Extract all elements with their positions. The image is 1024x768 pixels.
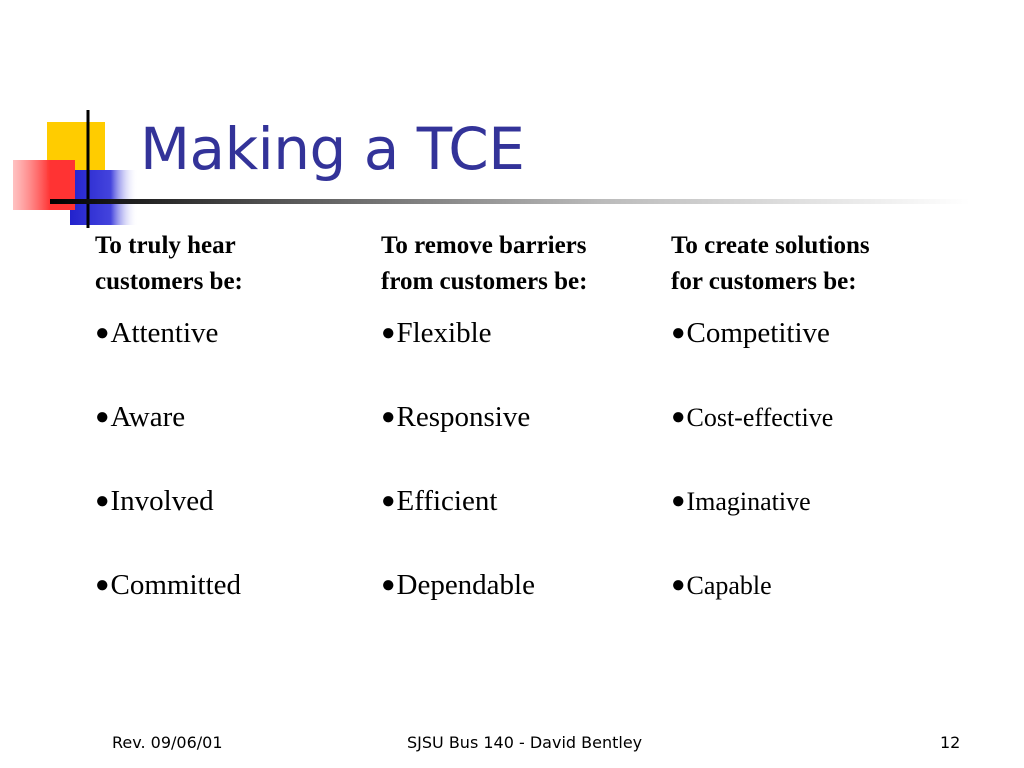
list-item: ●Dependable: [381, 569, 535, 601]
bullet-icon: ●: [381, 572, 396, 598]
list-item: ●Responsive: [381, 401, 531, 433]
slide-title: Making a TCE: [140, 115, 525, 183]
list-item: ●Efficient: [381, 485, 498, 517]
list-item: ●Cost-effective: [671, 403, 834, 432]
bullet-icon: ●: [671, 404, 686, 430]
bullet-list: [95, 316, 385, 652]
column-header: To create solutions for customers be:: [671, 232, 870, 295]
column-header: To truly hear customers be:: [95, 232, 243, 295]
bullet-icon: ●: [95, 320, 110, 346]
list-item: ●Attentive: [95, 317, 219, 349]
column-header: To remove barriers from customers be:: [381, 232, 588, 295]
bullet-list: [381, 316, 671, 652]
footer-page-number: 12: [940, 733, 961, 752]
logo-blue-square: [70, 170, 138, 225]
bullet-icon: ●: [671, 572, 686, 598]
bullet-icon: ●: [95, 488, 110, 514]
footer-course: SJSU Bus 140 - David Bentley: [407, 733, 643, 752]
column-create-solutions: [671, 228, 961, 652]
list-item: ●Flexible: [381, 317, 492, 349]
decorative-logo: [0, 0, 140, 230]
bullet-icon: ●: [95, 404, 110, 430]
bullet-list: [671, 316, 961, 652]
bullet-icon: ●: [381, 488, 396, 514]
column-hear: [95, 228, 385, 652]
list-item: ●Aware: [95, 401, 186, 433]
list-item: ●Involved: [95, 485, 214, 517]
title-underline: [50, 199, 970, 204]
footer-revision: Rev. 09/06/01: [112, 733, 223, 752]
list-item: ●Imaginative: [671, 487, 811, 516]
list-item: ●Competitive: [671, 317, 830, 349]
column-remove-barriers: [381, 228, 671, 652]
bullet-icon: ●: [381, 320, 396, 346]
list-item: ●Capable: [671, 571, 772, 600]
list-item: ●Committed: [95, 569, 241, 601]
bullet-icon: ●: [381, 404, 396, 430]
bullet-icon: ●: [95, 572, 110, 598]
bullet-icon: ●: [671, 488, 686, 514]
bullet-icon: ●: [671, 320, 686, 346]
